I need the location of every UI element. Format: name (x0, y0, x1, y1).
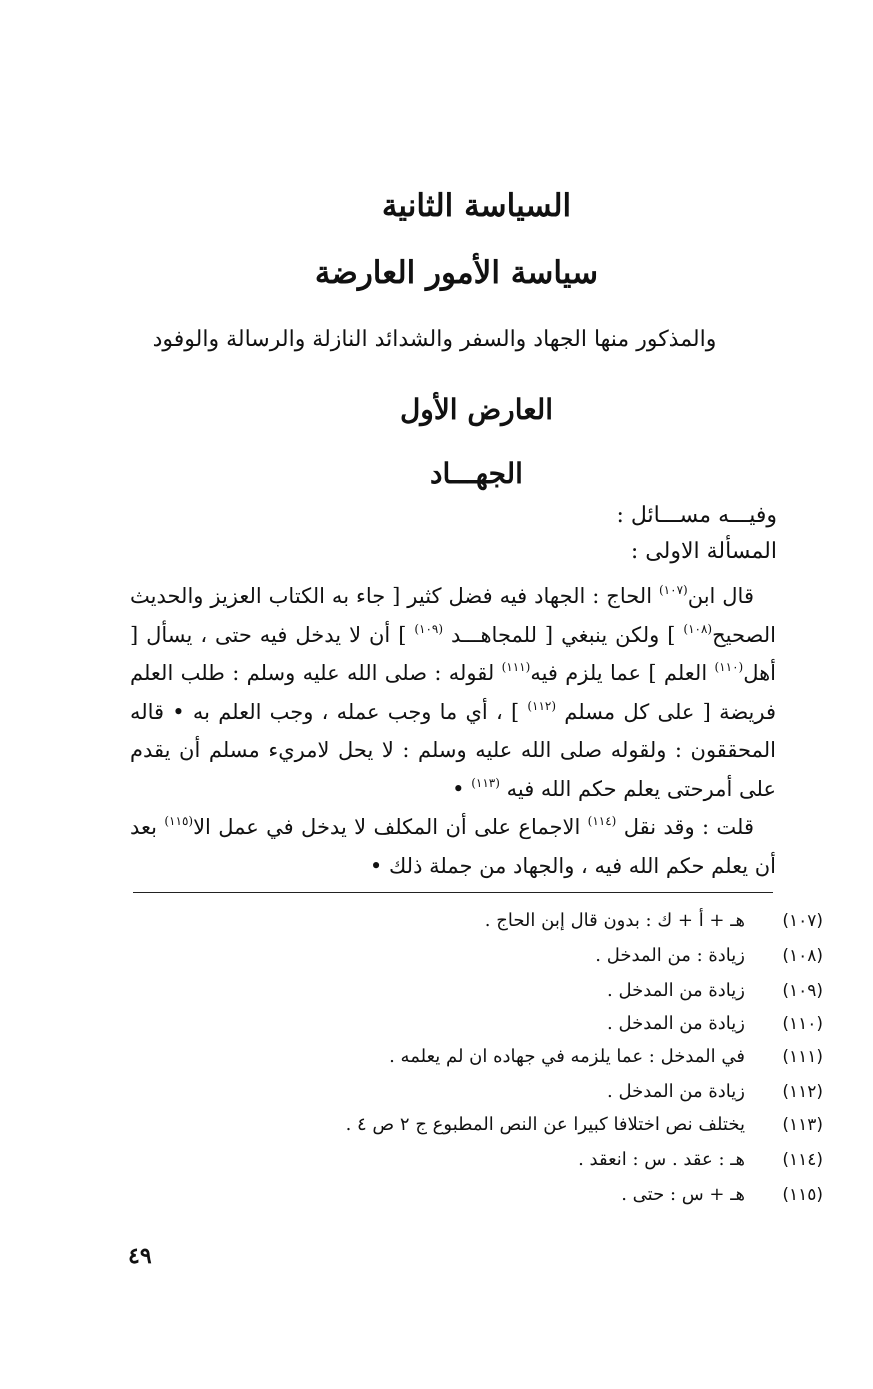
footnote-item (123, 945, 823, 980)
footnote-number: (١١٣) (782, 1115, 823, 1135)
footnote-ref: (١١٠) (714, 660, 744, 674)
footnote-number: (١١٤) (782, 1150, 823, 1170)
footnote-item (123, 910, 823, 945)
text-run: العلم ] عما يلزم فيه (530, 661, 715, 685)
footnote-item (123, 1184, 823, 1219)
text-run: ] ، أي ما وجب عمله ، وجب العلم به • قاله المحققون : ولقوله صلى الله عليه وسلم : لا يحل لامريء مسلم أن يقدم على أمرحتى يعلم حكم الله فيه (130, 699, 776, 801)
footnote-divider (133, 892, 773, 893)
paragraph-2 (130, 808, 776, 885)
footnote-item (123, 1149, 823, 1184)
text-run: بعد أن يعلم حكم الله فيه ، والجهاد من جملة ذلك • (130, 815, 776, 878)
text-run: • (452, 776, 472, 801)
intro-line-issues: وفيـــه مســـائل : (616, 503, 777, 528)
footnote-number: (١١١) (782, 1047, 823, 1067)
footnote-item (123, 1081, 823, 1114)
footnote-ref: (١١٣) (471, 775, 500, 790)
footnote-ref: (١١٢) (527, 698, 557, 713)
paragraph-1 (130, 577, 776, 808)
title-heading: سياسة الأمور العارضة (314, 255, 599, 291)
topic-heading: الجهـــاد (430, 457, 523, 490)
footnotes (123, 910, 823, 1219)
footnote-item (123, 980, 823, 1013)
footnote-ref: (١١١) (501, 660, 531, 674)
section-heading: السياسة الثانية (381, 188, 572, 224)
text-run: الحاج : الجهاد فيه فضل كثير [ جاء به الكتاب العزيز والحديث الصحيح (130, 584, 776, 647)
page-number: ٤٩ (128, 1243, 152, 1269)
footnote-ref: (١٠٩) (414, 621, 444, 636)
footnote-ref: (١١٤) (587, 814, 617, 828)
footnote-item (123, 1013, 823, 1046)
intro-line-first-issue: المسألة الاولى : (630, 539, 777, 564)
text-run: ] ولكن ينبغي [ للمجاهـــد (443, 622, 684, 647)
footnote-text: هـ + س : حتى . (621, 1184, 745, 1205)
text-run: الاجماع على أن المكلف لا يدخل في عمل الا (193, 815, 588, 839)
footnote-text: هـ : عقد . س : انعقد . (578, 1149, 745, 1170)
footnote-number: (١٠٧) (782, 911, 823, 931)
footnote-number: (١٠٨) (782, 946, 823, 966)
footnote-text: زيادة : من المدخل . (595, 945, 745, 966)
main-text (130, 577, 776, 885)
chapter-heading: العارض الأول (399, 393, 554, 426)
footnote-text: زيادة من المدخل . (607, 980, 745, 1001)
text-run: لقوله : صلى الله عليه وسلم : طلب العلم فريضة [ على كل مسلم (130, 661, 777, 724)
footnote-text: زيادة من المدخل . (607, 1081, 745, 1102)
footnote-number: (١١٥) (782, 1185, 823, 1205)
footnote-ref: (١١٥) (164, 814, 194, 828)
footnote-ref: (١٠٧) (658, 583, 688, 597)
footnote-ref: (١٠٨) (683, 621, 713, 636)
footnote-number: (١١٢) (782, 1082, 823, 1102)
text-run: قلت : وقد نقل (616, 815, 754, 839)
footnote-text: في المدخل : عما يلزمه في جهاده ان لم يعلمه . (389, 1046, 745, 1067)
footnote-text: يختلف نص اختلافا كبيرا عن النص المطبوع ج ٢ ص ٤ . (345, 1114, 745, 1135)
subtitle: والمذكور منها الجهاد والسفر والشدائد النازلة والرسالة والوفود (152, 327, 717, 352)
footnote-text: هـ + أ + ك : بدون قال إبن الحاج . (484, 910, 745, 931)
footnote-item (123, 1046, 823, 1081)
text-run: قال ابن (687, 584, 754, 608)
footnote-number: (١٠٩) (782, 981, 823, 1001)
footnote-number: (١١٠) (782, 1014, 823, 1034)
footnote-text: زيادة من المدخل . (607, 1013, 745, 1034)
text-run: ] أن لا يدخل فيه حتى ، يسأل [ أهل (130, 622, 777, 685)
footnote-item (123, 1114, 823, 1149)
